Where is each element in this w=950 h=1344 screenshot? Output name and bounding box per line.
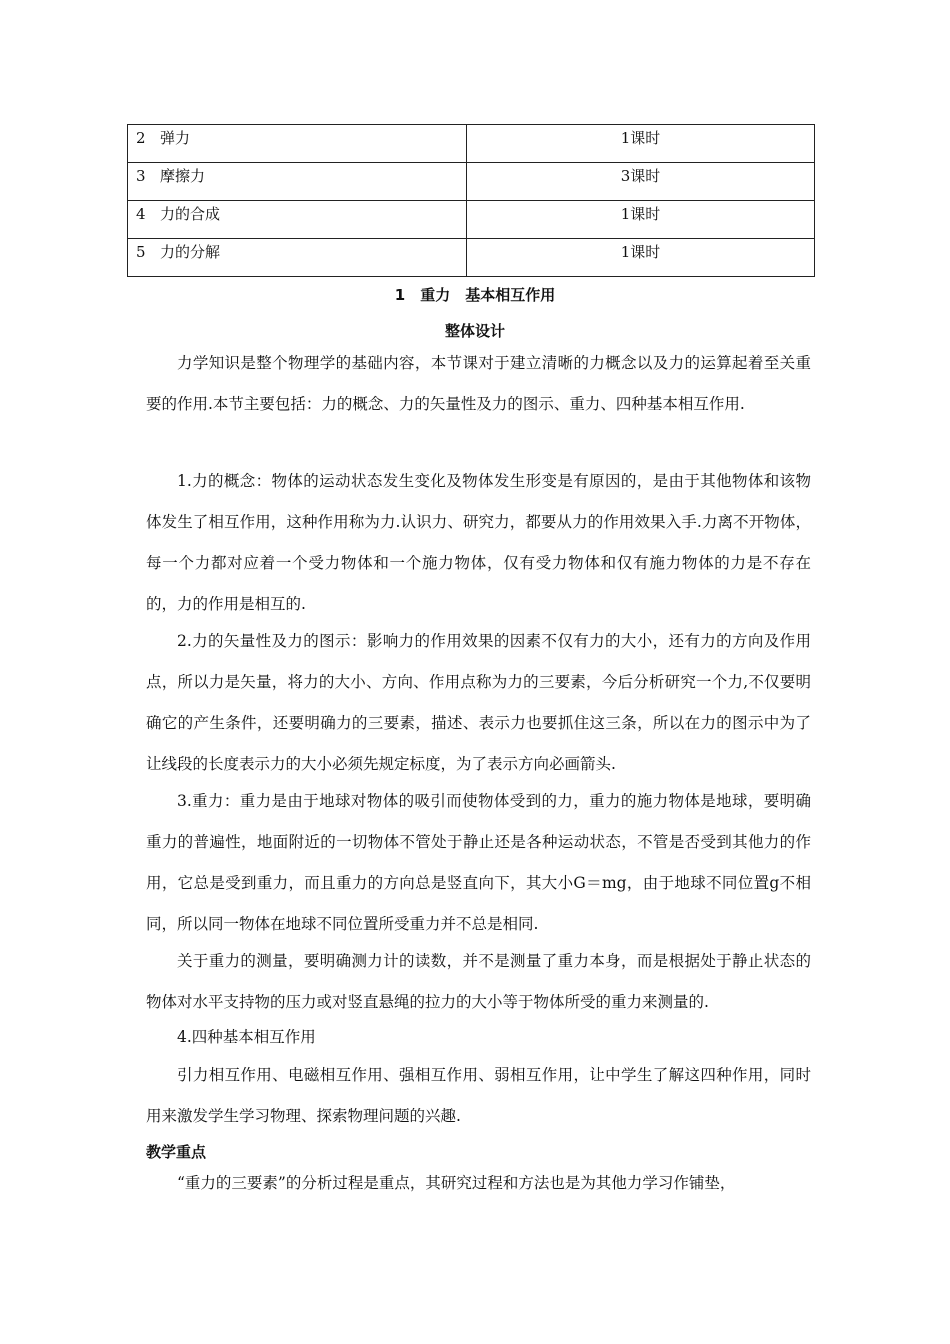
interactions-paragraph: 引力相互作用、电磁相互作用、强相互作用、弱相互作用，让中学生了解这四种作用，同时用来激发学生学习物理、探索物理问题的兴趣. bbox=[146, 1066, 811, 1125]
lesson-name: 力的分解 bbox=[160, 243, 221, 261]
lesson-name: 力的合成 bbox=[160, 205, 221, 223]
key-points-label: 教学重点 bbox=[146, 1143, 207, 1161]
row-number: 4 bbox=[136, 205, 146, 223]
gravity-paragraph: 3.重力：重力是由于地球对物体的吸引而使物体受到的力，重力的施力物体是地球，要明确重力的普遍性，地面附近的一切物体不管处于静止还是各种运动状态，不管是否受到其他力的作用，它总是受到重力，而且重力的方向总是竖直向下，其大小G＝mg，由于地球不同位置g不相同，所以同一物体在地球不同位置所受重力并不总是相同. bbox=[146, 792, 811, 933]
gravity-measurement-paragraph: 关于重力的测量，要明确测力计的读数，并不是测量了重力本身，而是根据处于静止状态的物体对水平支持物的压力或对竖直悬绳的拉力的大小等于物体所受的重力来测量的. bbox=[146, 952, 811, 1011]
lesson-hours: 1课时 bbox=[467, 125, 815, 163]
key-points-paragraph: “重力的三要素”的分析过程是重点，其研究过程和方法也是为其他力学习作铺垫， bbox=[177, 1174, 736, 1192]
section-title: 1 重力 基本相互作用 bbox=[394, 286, 556, 304]
lesson-hours: 3课时 bbox=[467, 163, 815, 201]
vector-paragraph: 2.力的矢量性及力的图示：影响力的作用效果的因素不仅有力的大小，还有力的方向及作用点，所以力是矢量，将力的大小、方向、作用点称为力的三要素，今后分析研究一个力,不仅要明确它的产生条件，还要明确力的三要素，描述、表示力也要抓住这三条，所以在力的图示中为了让线段的长度表示力的大小必须先规定标度，为了表示方向必画箭头. bbox=[146, 632, 811, 773]
row-number: 2 bbox=[136, 129, 146, 147]
table-row bbox=[128, 125, 815, 163]
row-number: 5 bbox=[136, 243, 146, 261]
row-number: 3 bbox=[136, 167, 146, 185]
table-row bbox=[128, 201, 815, 239]
lesson-hours: 1课时 bbox=[467, 201, 815, 239]
intro-paragraph: 力学知识是整个物理学的基础内容，本节课对于建立清晰的力概念以及力的运算起着至关重要的作用.本节主要包括：力的概念、力的矢量性及力的图示、重力、四种基本相互作用. bbox=[146, 354, 811, 413]
interactions-title: 4.四种基本相互作用 bbox=[177, 1028, 316, 1046]
subtitle: 整体设计 bbox=[444, 322, 505, 340]
lesson-name: 弹力 bbox=[160, 129, 191, 147]
lesson-schedule-table bbox=[127, 124, 815, 277]
lesson-name: 摩擦力 bbox=[160, 167, 206, 185]
table-row bbox=[128, 163, 815, 201]
table-row bbox=[128, 239, 815, 277]
concept-paragraph: 1.力的概念：物体的运动状态发生变化及物体发生形变是有原因的，是由于其他物体和该物体发生了相互作用，这种作用称为力.认识力、研究力，都要从力的作用效果入手.力离不开物体，每一个力都对应着一个受力物体和一个施力物体，仅有受力物体和仅有施力物体的力是不存在的，力的作用是相互的. bbox=[146, 472, 811, 613]
lesson-hours: 1课时 bbox=[467, 239, 815, 277]
